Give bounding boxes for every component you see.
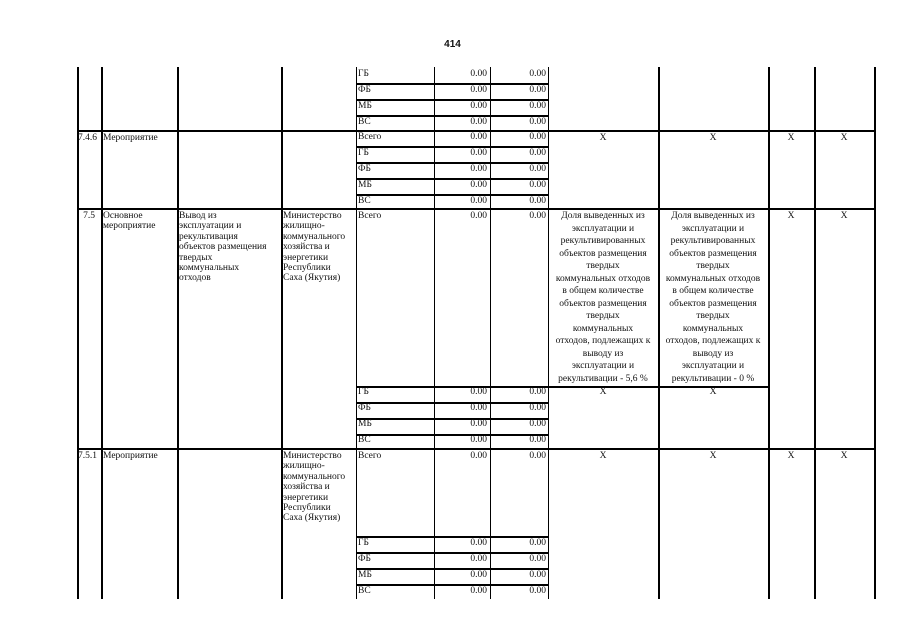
indicator-text: эксплуатации и bbox=[681, 361, 745, 371]
responsible-executor: жилищно- bbox=[283, 221, 325, 232]
actual-amount: 0.00 bbox=[529, 435, 546, 445]
funding-source-label: ГБ bbox=[358, 387, 369, 397]
funding-source-label: Всего bbox=[358, 211, 382, 221]
funding-source-label: ВС bbox=[358, 435, 371, 445]
funding-source-label: ФБ bbox=[358, 554, 371, 564]
column-border bbox=[874, 67, 876, 599]
actual-amount: 0.00 bbox=[529, 132, 546, 142]
indicator-text: в общем количестве bbox=[562, 286, 644, 296]
responsible-executor: хозяйства и bbox=[283, 482, 330, 493]
funding-source-label: ВС bbox=[358, 196, 371, 206]
indicator-text: Доля выведенных из bbox=[561, 211, 645, 221]
indicator-text: твердых bbox=[696, 261, 730, 271]
funding-source-label: МБ bbox=[358, 180, 372, 190]
planned-amount: 0.00 bbox=[470, 419, 487, 429]
funding-source-label: Всего bbox=[358, 451, 382, 461]
indicator-text: твердых bbox=[586, 311, 620, 321]
indicator-text: объектов размещения bbox=[559, 298, 647, 309]
planned-amount: 0.00 bbox=[470, 586, 487, 596]
responsible-executor: Министерство bbox=[283, 211, 342, 221]
x-mark: X bbox=[840, 211, 848, 221]
activity-name: объектов размещения bbox=[179, 242, 267, 253]
actual-amount: 0.00 bbox=[529, 148, 546, 158]
planned-amount: 0.00 bbox=[470, 164, 487, 174]
actual-amount: 0.00 bbox=[529, 164, 546, 174]
indicator-text: рекультивированных bbox=[670, 236, 756, 246]
indicator-text: рекультивированных bbox=[560, 236, 646, 246]
funding-source-label: ФБ bbox=[358, 403, 371, 413]
actual-amount: 0.00 bbox=[529, 85, 546, 95]
row-type: Мероприятие bbox=[103, 133, 158, 143]
responsible-executor: Республики bbox=[283, 503, 331, 513]
activity-name: эксплуатации и bbox=[179, 221, 242, 232]
planned-amount: 0.00 bbox=[470, 196, 487, 206]
x-mark: X bbox=[840, 133, 848, 143]
indicator-text: твердых bbox=[586, 261, 620, 271]
actual-amount: 0.00 bbox=[529, 419, 546, 429]
indicator-text: коммунальных отходов bbox=[665, 273, 761, 284]
actual-amount: 0.00 bbox=[529, 180, 546, 190]
indicator-text: рекультивации - 0 % bbox=[671, 373, 755, 384]
actual-amount: 0.00 bbox=[529, 196, 546, 206]
funding-source-label: ГБ bbox=[358, 538, 369, 548]
planned-amount: 0.00 bbox=[470, 435, 487, 445]
x-mark: X bbox=[709, 133, 717, 143]
x-mark: X bbox=[787, 211, 795, 221]
responsible-executor: энергетики bbox=[283, 492, 329, 503]
responsible-executor: жилищно- bbox=[283, 461, 325, 472]
indicator-text: коммунальных отходов bbox=[555, 273, 651, 284]
responsible-executor: хозяйства и bbox=[283, 242, 330, 253]
planned-amount: 0.00 bbox=[470, 85, 487, 95]
x-mark: X bbox=[709, 451, 717, 461]
actual-amount: 0.00 bbox=[529, 387, 546, 397]
planned-amount: 0.00 bbox=[470, 180, 487, 190]
responsible-executor: коммунального bbox=[283, 231, 346, 242]
page-number: 414 bbox=[444, 39, 461, 50]
activity-name: твердых bbox=[179, 252, 213, 263]
column-border bbox=[101, 67, 103, 599]
row-type: Основное bbox=[103, 211, 143, 221]
planned-amount: 0.00 bbox=[470, 570, 487, 580]
indicator-text: выводу из bbox=[692, 348, 734, 359]
actual-amount: 0.00 bbox=[529, 451, 546, 461]
responsible-executor: Саха (Якутия) bbox=[283, 273, 341, 284]
funding-source-label: МБ bbox=[358, 570, 372, 580]
responsible-executor: Саха (Якутия) bbox=[283, 513, 341, 524]
actual-amount: 0.00 bbox=[529, 538, 546, 548]
indicator-text: отходов, подлежащих к bbox=[555, 336, 651, 346]
planned-amount: 0.00 bbox=[470, 538, 487, 548]
planned-amount: 0.00 bbox=[470, 132, 487, 142]
indicator-text: эксплуатации и bbox=[571, 223, 635, 234]
responsible-executor: коммунального bbox=[283, 471, 346, 482]
actual-amount: 0.00 bbox=[529, 101, 546, 111]
row-code: 7.5.1 bbox=[78, 451, 97, 461]
indicator-text: объектов размещения bbox=[669, 248, 757, 259]
funding-source-label: МБ bbox=[358, 101, 372, 111]
indicator-text: эксплуатации и bbox=[571, 361, 635, 371]
x-mark: X bbox=[840, 451, 848, 461]
actual-amount: 0.00 bbox=[529, 117, 546, 127]
funding-source-label: ГБ bbox=[358, 69, 369, 79]
planned-amount: 0.00 bbox=[470, 69, 487, 79]
activity-name: коммунальных bbox=[179, 263, 240, 273]
indicator-text: рекультивации - 5,6 % bbox=[558, 373, 648, 384]
x-mark: X bbox=[787, 133, 795, 143]
x-mark: X bbox=[787, 451, 795, 461]
actual-amount: 0.00 bbox=[529, 554, 546, 564]
planned-amount: 0.00 bbox=[470, 211, 487, 221]
column-border bbox=[177, 67, 179, 599]
x-mark: X bbox=[599, 133, 607, 143]
responsible-executor: Республики bbox=[283, 263, 331, 273]
planned-amount: 0.00 bbox=[470, 403, 487, 413]
row-border bbox=[77, 448, 876, 450]
funding-source-label: ВС bbox=[358, 117, 371, 127]
funding-source-label: МБ bbox=[358, 419, 372, 429]
indicator-text: эксплуатации и bbox=[681, 223, 745, 234]
indicator-text: твердых bbox=[696, 311, 730, 321]
x-mark: X bbox=[599, 451, 607, 461]
planned-amount: 0.00 bbox=[470, 101, 487, 111]
indicator-text: объектов размещения bbox=[559, 248, 647, 259]
x-mark: X bbox=[599, 387, 607, 397]
indicator-text: в общем количестве bbox=[672, 286, 754, 296]
funding-source-label: Всего bbox=[358, 132, 382, 142]
indicator-text: коммунальных bbox=[682, 323, 744, 334]
funding-source-label: ВС bbox=[358, 586, 371, 596]
indicator-text: объектов размещения bbox=[669, 298, 757, 309]
actual-amount: 0.00 bbox=[529, 211, 546, 221]
actual-amount: 0.00 bbox=[529, 586, 546, 596]
funding-source-label: ГБ bbox=[358, 148, 369, 158]
responsible-executor: Министерство bbox=[283, 451, 342, 461]
responsible-executor: энергетики bbox=[283, 252, 329, 263]
activity-name: Вывод из bbox=[179, 211, 217, 221]
activity-name: рекультивация bbox=[179, 231, 238, 242]
planned-amount: 0.00 bbox=[470, 451, 487, 461]
funding-source-label: ФБ bbox=[358, 85, 371, 95]
planned-amount: 0.00 bbox=[470, 387, 487, 397]
row-type: Мероприятие bbox=[103, 451, 158, 461]
row-code: 7.4.6 bbox=[78, 133, 97, 143]
column-border bbox=[768, 67, 770, 599]
row-border bbox=[77, 208, 876, 210]
column-border bbox=[77, 67, 79, 599]
indicator-text: Доля выведенных из bbox=[671, 211, 755, 221]
indicator-text: коммунальных bbox=[572, 323, 634, 334]
actual-amount: 0.00 bbox=[529, 403, 546, 413]
actual-amount: 0.00 bbox=[529, 69, 546, 79]
planned-amount: 0.00 bbox=[470, 117, 487, 127]
funding-source-label: ФБ bbox=[358, 164, 371, 174]
actual-amount: 0.00 bbox=[529, 570, 546, 580]
indicator-text: отходов, подлежащих к bbox=[665, 336, 761, 346]
row-type: мероприятие bbox=[103, 221, 156, 232]
row-code: 7.5 bbox=[83, 211, 95, 221]
finance-subrow-border bbox=[356, 83, 549, 85]
indicator-text: выводу из bbox=[582, 348, 624, 359]
planned-amount: 0.00 bbox=[470, 554, 487, 564]
activity-name: отходов bbox=[179, 273, 211, 284]
x-mark: X bbox=[709, 387, 717, 397]
column-border bbox=[814, 67, 816, 599]
planned-amount: 0.00 bbox=[470, 148, 487, 158]
